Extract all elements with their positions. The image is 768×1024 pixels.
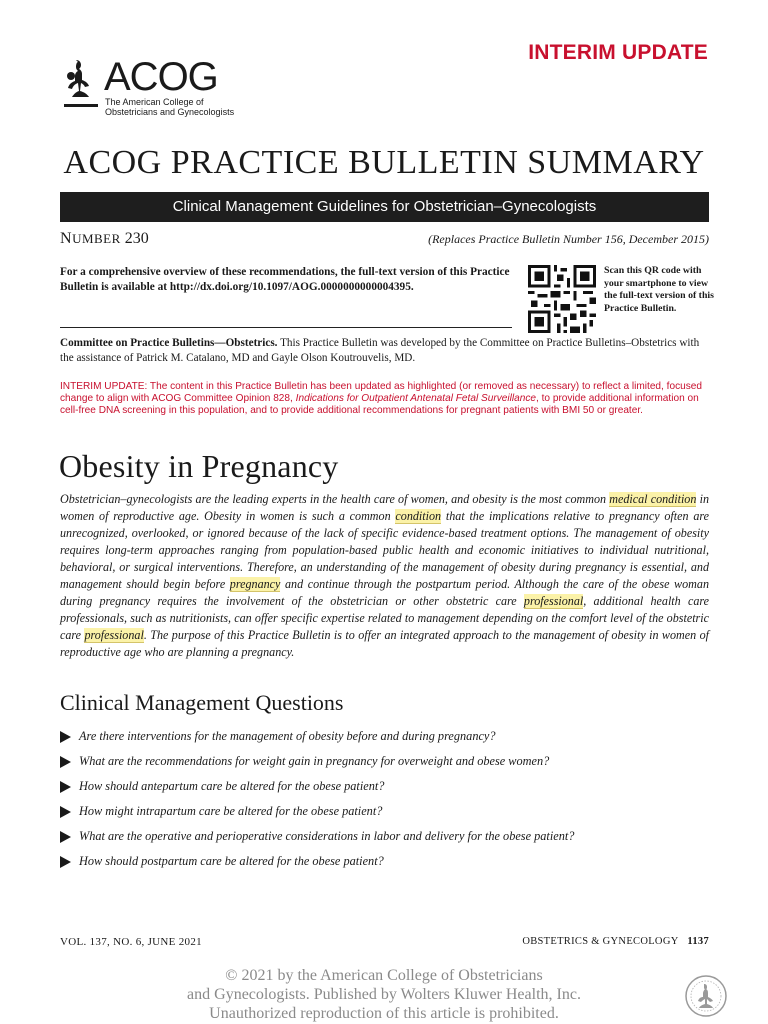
committee-name: Committee on Practice Bulletins—Obstetrics. [60, 337, 278, 349]
highlight-condition: condition [395, 509, 442, 523]
committee-text: This Practice Bulletin was developed by the Committee on Practice Bulletins–Obstetrics with the assistance of Patrick M. Catalano, MD and Gayle Olson Koutrouvelis, MD. [60, 337, 700, 364]
copyright-line-3: Unauthorized reproduction of this article is prohibited. [209, 1005, 559, 1022]
question-text: Are there interventions for the management of obesity before and during pregnancy? [79, 729, 496, 743]
triangle-bullet-icon [60, 806, 71, 818]
intro-text: in women of reproductive age. Obesity in women is such a common [60, 492, 709, 523]
interim-update-label: INTERIM UPDATE [528, 41, 708, 64]
interim-update-paragraph [60, 381, 712, 418]
logo-subtitle [105, 97, 234, 117]
committee-note [60, 336, 709, 366]
logo-wordmark: ACOG [104, 55, 218, 99]
acog-logo-icon [58, 56, 104, 108]
bulletin-number [60, 230, 149, 248]
question-text: How should antepartum care be altered for the obese patient? [79, 779, 385, 793]
number-value: 230 [124, 230, 149, 247]
number-label: N [60, 230, 73, 247]
intro-paragraph [60, 491, 709, 661]
interim-text-before: INTERIM UPDATE: The content in this Practice Bulletin has been updated as highlighted (or removed as necessary) to reflect a limited, focused change to align with ACOG Committee Opinion 828, [60, 381, 703, 405]
highlight-professional: professional [84, 628, 144, 642]
triangle-bullet-icon [60, 781, 71, 793]
list-item [60, 853, 720, 878]
page-number: 1137 [687, 936, 709, 947]
triangle-bullet-icon [60, 831, 71, 843]
intro-text: , additional health care professionals, such as nutritionists, can offer specific expertise related to management depending on the comfort level of the obstetric care [60, 594, 709, 642]
footer-journal [522, 936, 709, 947]
journal-name: OBSTETRICS & GYNECOLOGY [522, 936, 679, 947]
copyright-notice [0, 966, 768, 1023]
question-text: How should postpartum care be altered for the obese patient? [79, 854, 384, 868]
logo-subtitle-line-2: Obstetricians and Gynecologists [105, 107, 235, 117]
intro-text: and continue through the postpartum period. Although the care of the obese woman during pregnancy requires the involvement of the obstetrician or other obstetric care [60, 577, 709, 608]
list-item [60, 828, 720, 853]
qr-code-icon[interactable] [528, 265, 596, 333]
questions-heading: Clinical Management Questions [60, 690, 344, 715]
highlight-pregnancy: pregnancy [229, 577, 281, 591]
interim-text-italic-title: Indications for Outpatient Antenatal Fetal Surveillance [295, 393, 536, 405]
question-text: How might intrapartum care be altered for the obese patient? [79, 804, 383, 818]
list-item [60, 753, 720, 778]
triangle-bullet-icon [60, 731, 71, 743]
footer-volume: VOL. 137, NO. 6, JUNE 2021 [60, 936, 202, 948]
triangle-bullet-icon [60, 756, 71, 768]
copyright-line-2: and Gynecologists. Published by Wolters Kluwer Health, Inc. [187, 986, 581, 1003]
copyright-line-1: © 2021 by the American College of Obstetricians [225, 967, 543, 984]
questions-list [60, 728, 720, 878]
list-item [60, 728, 720, 753]
qr-code-note: Scan this QR code with your smartphone to view the full-text version of this Practice Bulletin. [604, 265, 714, 314]
divider [60, 327, 512, 328]
acog-seal-icon [684, 974, 728, 1018]
subtitle-bar: Clinical Management Guidelines for Obstetrician–Gynecologists [60, 192, 709, 222]
interim-text-after: , to provide additional information on cell-free DNA screening in this population, and to provide additional recommendations for pregnant patients with BMI 50 or greater. [60, 393, 699, 417]
section-title: Obesity in Pregnancy [59, 448, 339, 484]
question-text: What are the operative and perioperative considerations in labor and delivery for the obese patient? [79, 829, 575, 843]
highlight-medical-condition: medical condition [609, 492, 697, 506]
replaces-note: (Replaces Practice Bulletin Number 156, December 2015) [428, 232, 709, 246]
page-title: ACOG PRACTICE BULLETIN SUMMARY [63, 144, 705, 181]
intro-text: that the implications relative to pregnancy often are unrecognized, overlooked, or ignored because of the lack of specific evidence-based treatment options. The management of obesity requires long-term approaches ranging from population-based public health and economic initiatives to individual nutritional, behavioral, or surgical interventions. Therefore, an understanding of the management of obesity during pregnancy is essential, and management should begin before [60, 509, 709, 591]
intro-text: Obstetrician–gynecologists are the leading experts in the health care of women, and obesity is the most common [60, 492, 610, 506]
logo-subtitle-line-1: The American College of [105, 97, 204, 107]
triangle-bullet-icon [60, 856, 71, 868]
list-item [60, 803, 720, 828]
number-label-rest: UMBER [72, 231, 121, 246]
full-text-note: For a comprehensive overview of these recommendations, the full-text version of this Practice Bulletin is available at http://dx.doi.org/10.1097/AOG.0000000000004395. [60, 266, 510, 293]
question-text: What are the recommendations for weight gain in pregnancy for overweight and obese women? [79, 754, 550, 768]
highlight-professional: professional [523, 594, 584, 608]
list-item [60, 778, 720, 803]
intro-text: . The purpose of this Practice Bulletin is to offer an integrated approach to the management of obesity in women of reproductive age who are planning a pregnancy. [60, 628, 709, 659]
